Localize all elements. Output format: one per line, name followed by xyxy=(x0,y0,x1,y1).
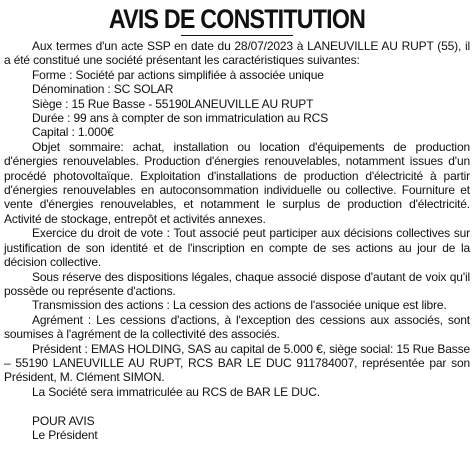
droit-vote-paragraph: Exercice du droit de vote : Tout associé peut participer aux décisions collectives sur justification de son identité et de l'inscription en compte de ses actions au jour de la décision collective. xyxy=(4,226,470,270)
detail-forme: Forme : Société par actions simplifiée à associée unique xyxy=(32,67,324,82)
spacer xyxy=(4,399,470,413)
notice-body xyxy=(4,39,470,442)
intro-paragraph: Aux termes d'un acte SSP en date du 28/07/2023 à LANEUVILLE AU RUPT (55), il a été constitué une société présentant les caractéristiques suivantes: xyxy=(4,39,470,68)
detail-siege: Siège : 15 Rue Basse - 55190LANEUVILLE AU RUPT xyxy=(32,96,314,111)
immatriculation-line: La Société sera immatriculée au RCS de BAR LE DUC. xyxy=(32,384,320,399)
agrement-paragraph: Agrément : Les cessions d'actions, à l'exception des cessions aux associés, sont soumises à l'agrément de la collectivité des associés. xyxy=(4,312,470,342)
detail-duree: Durée : 99 ans à compter de son immatriculation au RCS xyxy=(32,111,329,126)
president-paragraph: Président : EMAS HOLDING, SAS au capital de 5.000 €, siège social: 15 Rue Basse – 55190 LANEUVILLE AU RUPT, RCS BAR LE DUC 911784007, représentée par son Président, M. Clément SIMON. xyxy=(4,341,470,385)
title-underline xyxy=(181,35,293,36)
pour-avis: POUR AVIS xyxy=(32,413,95,428)
signatory: Le Président xyxy=(32,427,98,442)
transmission-paragraph: Transmission des actions : La cession des actions de l'associée unique est libre. xyxy=(32,298,447,313)
objet-paragraph: Objet sommaire: achat, installation ou location d'équipements de production d'énergies renouvelables. Production d'énergies renouvelables, notamment issues d'un procédé photovoltaïque. Exploitation d'installations de production d'électricité à partir d'énergies renouvelables en autoconsommation individuelle ou collective. Fourniture et vente d'énergies renouvelables, et notamment le surplus de production d'électricité. Activité de stockage, entrepôt et activités annexes. xyxy=(4,139,470,226)
detail-capital: Capital : 1.000€ xyxy=(32,125,114,140)
reserve-paragraph: Sous réserve des dispositions légales, chaque associé dispose d'autant de voix qu'il possède ou représente d'actions. xyxy=(4,269,470,298)
notice-title: AVIS DE CONSTITUTION xyxy=(108,4,366,34)
detail-denomination: Dénomination : SC SOLAR xyxy=(32,82,174,97)
